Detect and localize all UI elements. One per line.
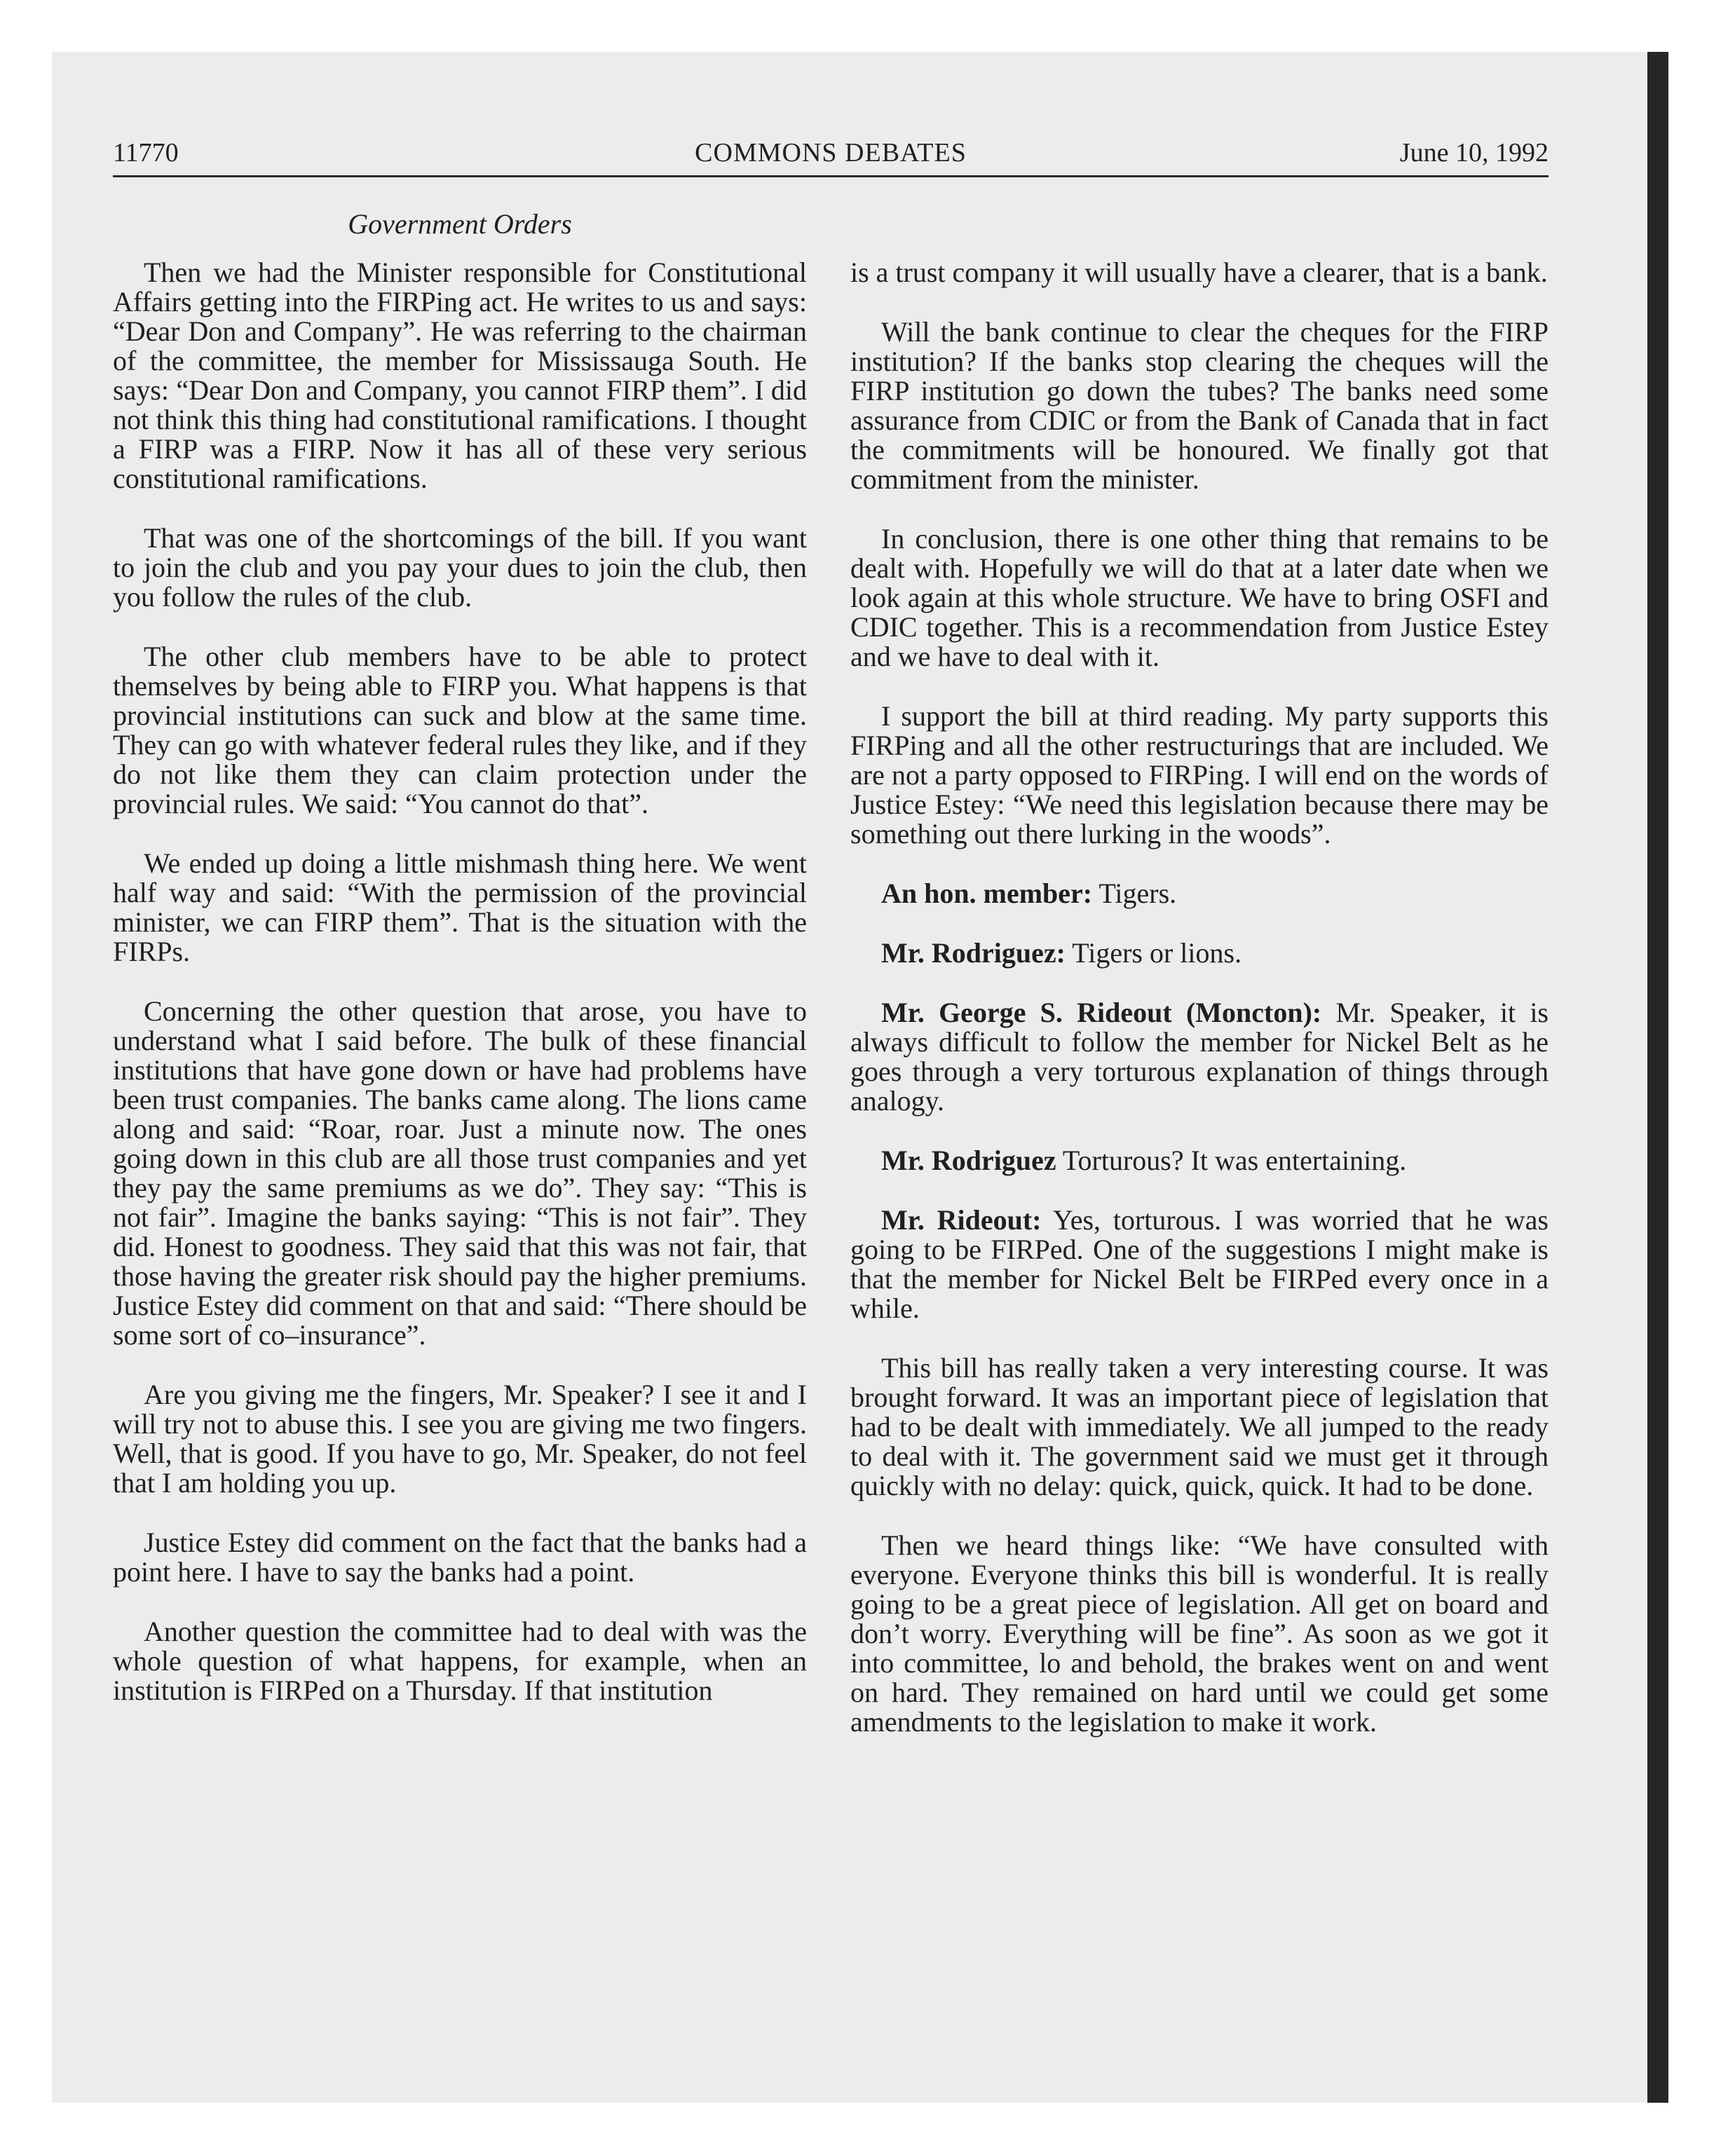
paragraph: Another question the committee had to deal with was the whole question of what happens, for example, when an institution is FIRPed on a Thursday. If that institution xyxy=(113,1616,807,1706)
interjection xyxy=(850,1206,1549,1323)
paragraph: We ended up doing a little mishmash thing here. We went half way and said: “With the permission of the provincial minister, we can FIRP them”. That is the situation with the FIRPs. xyxy=(113,847,807,967)
paragraph: This bill has really taken a very interesting course. It was brought forward. It was an important piece of legislation that had to be dealt with immediately. We all jumped to the ready to deal with it. The government said we must get it through quickly with no delay: quick, quick, quick. It had to be done. xyxy=(850,1352,1549,1501)
header-rule xyxy=(113,175,1549,177)
interjection xyxy=(850,879,1549,908)
paragraph: Concerning the other question that arose, you have to understand what I said before. The bulk of these financial institutions that have gone down or have had problems have been trust companies. The banks came along. The lions came along and said: “Roar, roar. Just a minute now. The ones going down in this club are all those trust companies and yet they pay the same premiums as we do”. They say: “This is not fair”. Imagine the banks saying: “This is not fair”. They did. Honest to goodness. They said that this was not fair, that those having the greater risk should pay the higher premiums. Justice Estey did comment on that and said: “There should be some sort of co–insurance”. xyxy=(113,995,807,1351)
speech-text: Tigers or lions. xyxy=(1065,937,1242,969)
speaker-name: Mr. Rodriguez: xyxy=(881,937,1066,969)
speaker-name: Mr. George S. Rideout (Moncton): xyxy=(881,997,1322,1028)
speech-text: Torturous? It was entertaining. xyxy=(1056,1145,1407,1176)
speaker-name: Mr. Rodriguez xyxy=(881,1145,1056,1176)
speech-text: Mr. Speaker, it is always difficult to follow the member for Nickel Belt as he goes through a very torturous explanation of things through analogy. xyxy=(850,997,1549,1117)
paragraph: Will the bank continue to clear the cheques for the FIRP institution? If the banks stop clearing the cheques will the FIRP institution go down the tubes? The banks need some assurance from CDIC or from the Bank of Canada that in fact the commitments will be honoured. We finally got that commitment from the minister. xyxy=(850,316,1549,495)
paragraph: Then we heard things like: “We have consulted with everyone. Everyone thinks this bill is wonderful. It is really going to be a great piece of legislation. All get on board and don’t worry. Everything will be fine”. As soon as we got it into committee, lo and behold, the brakes went on and went on hard. They remained on hard until we could get some amendments to the legislation to make it work. xyxy=(850,1529,1549,1738)
interjection xyxy=(850,998,1549,1116)
paragraph: In conclusion, there is one other thing that remains to be dealt with. Hopefully we will do that at a later date when we look again at this whole structure. We have to bring OSFI and CDIC together. This is a recommendation from Justice Estey and we have to deal with it. xyxy=(850,523,1549,672)
paragraph: That was one of the shortcomings of the bill. If you want to join the club and you pay your dues to join the club, then you follow the rules of the club. xyxy=(113,522,807,613)
paragraph: Are you giving me the fingers, Mr. Speaker? I see it and I will try not to abuse this. I see you are giving me two fingers. Well, that is good. If you have to go, Mr. Speaker, do not feel that I am holding you up. xyxy=(113,1379,807,1499)
speech-text: Yes, torturous. I was worried that he was going to be FIRPed. One of the suggestions I might make is that the member for Nickel Belt be FIRPed every once in a while. xyxy=(850,1204,1549,1324)
speaker-name: Mr. Rideout: xyxy=(881,1204,1042,1236)
speaker-name: An hon. member: xyxy=(881,878,1093,909)
interjection xyxy=(850,939,1549,968)
right-column xyxy=(850,258,1549,1767)
page-number: 11770 xyxy=(113,138,179,168)
paragraph: The other club members have to be able to protect themselves by being able to FIRP you. What happens is that provincial institutions can suck and blow at the same time. They can go with whatever federal rules they like, and if they do not like them they can claim protection under the provincial rules. We said: “You cannot do that”. xyxy=(113,641,807,819)
paragraph: Then we had the Minister responsible for Constitutional Affairs getting into the FIRPing act. He writes to us and says: “Dear Don and Company”. He was referring to the chairman of the committee, the member for Mississauga South. He says: “Dear Don and Company, you cannot FIRP them”. I did not think this thing had constitutional ramifications. I thought a FIRP was a FIRP. Now it has all of these very serious constitutional ramifications. xyxy=(113,257,807,494)
publication-date: June 10, 1992 xyxy=(1399,138,1549,168)
speech-text: Tigers. xyxy=(1092,878,1177,909)
paragraph: I support the bill at third reading. My party supports this FIRPing and all the other restructurings that are included. We are not a party opposed to FIRPing. I will end on the words of Justice Estey: “We need this legislation because there may be something out there lurking in the woods”. xyxy=(850,700,1549,850)
continued-paragraph: is a trust company it will usually have a clearer, that is a bank. xyxy=(850,257,1548,288)
publication-title: COMMONS DEBATES xyxy=(695,138,967,168)
paragraph: Justice Estey did comment on the fact that the banks had a point here. I have to say the banks had a point. xyxy=(113,1527,807,1588)
scan-edge-shadow xyxy=(1647,52,1668,2103)
running-header xyxy=(113,137,1549,171)
section-title: Government Orders xyxy=(348,208,572,240)
interjection xyxy=(850,1146,1549,1175)
left-column xyxy=(113,258,807,1735)
